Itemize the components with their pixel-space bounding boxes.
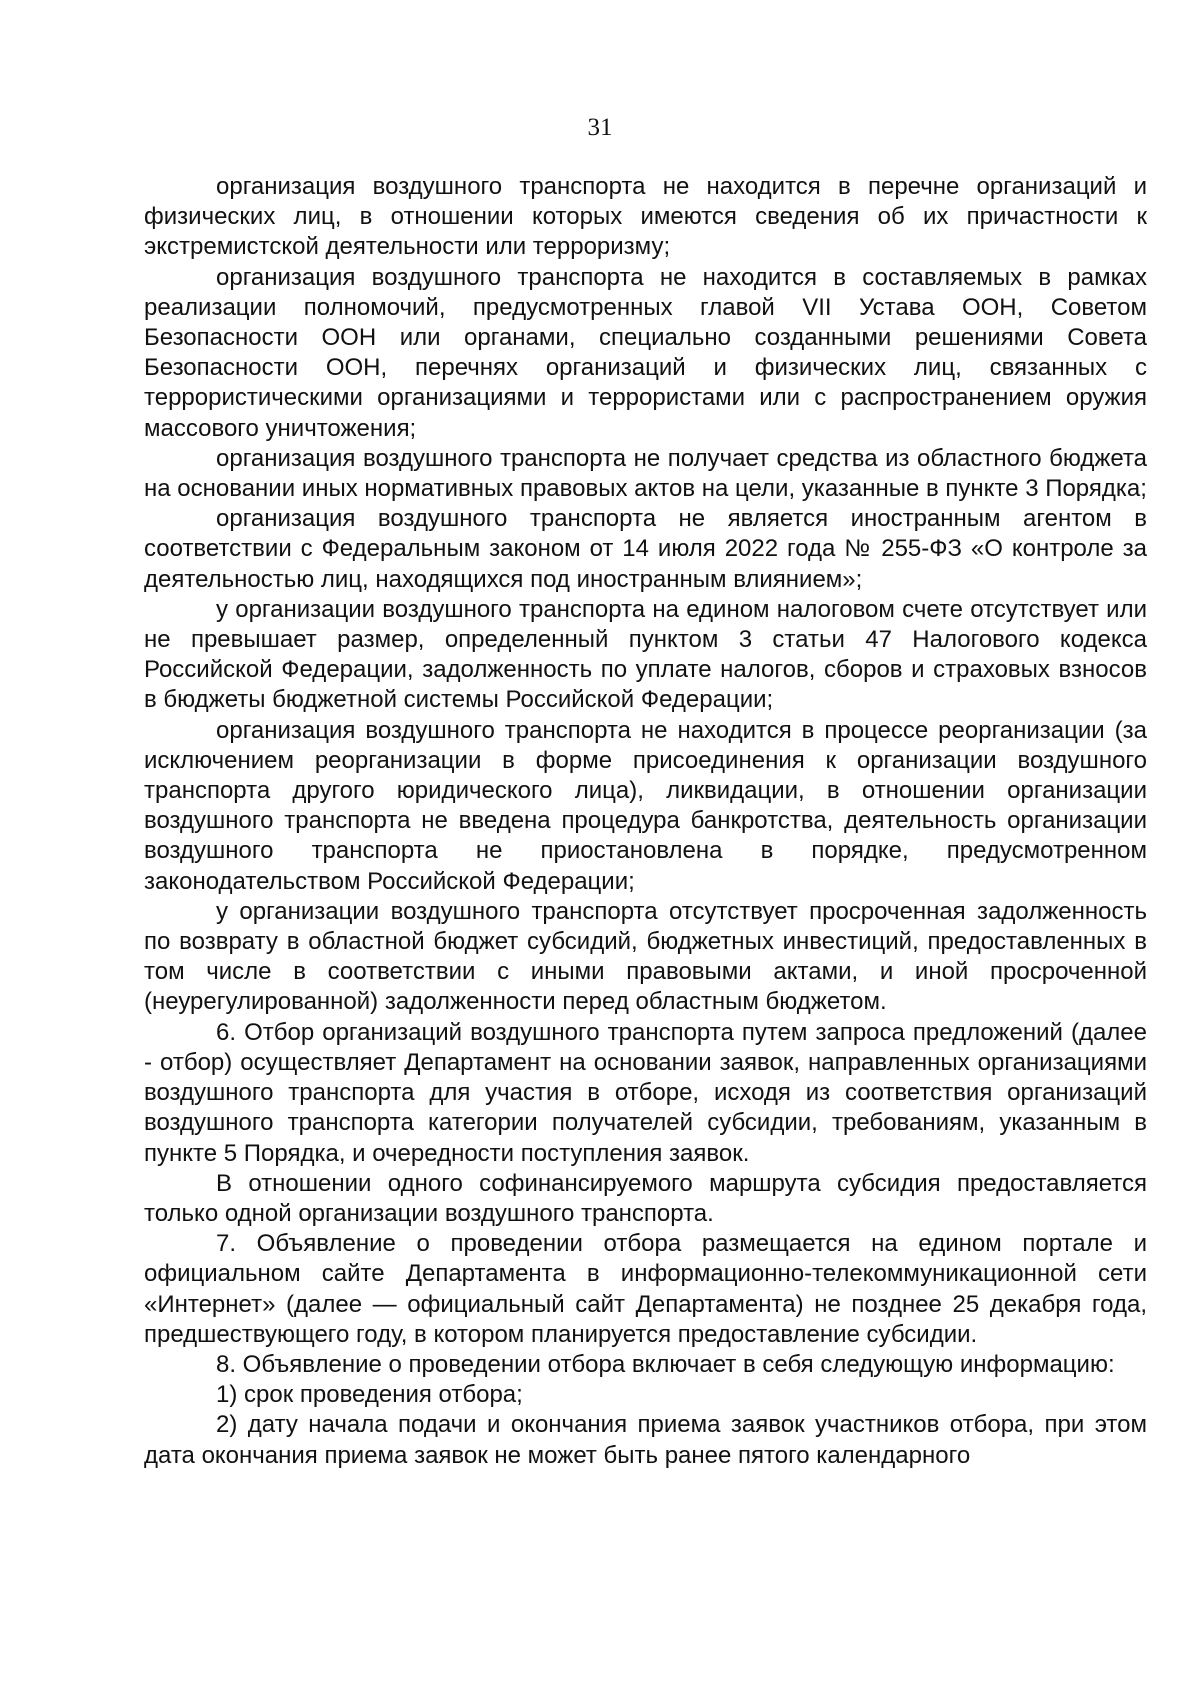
document-body <box>144 172 1147 1471</box>
paragraph-single-route-subsidy: В отношении одного софинансируемого маршрута субсидия предоставляется только одной организации воздушного транспорта. <box>144 1169 1147 1227</box>
page-number: 31 <box>587 114 613 141</box>
paragraph-item-6: 6. Отбор организаций воздушного транспорта путем запроса предложений (далее - отбор) осуществляет Департамент на основании заявок, направленных организациями воздушного транспорта для участия в отборе, исходя из соответствия организаций воздушного транспорта категории получателей субсидии, требованиям, указанным в пункте 5 Порядка, и очередности поступления заявок. <box>144 1018 1147 1167</box>
paragraph-requirement-overdue-debt: у организации воздушного транспорта отсутствует просроченная задолженность по возврату в областной бюджет субсидий, бюджетных инвестиций, предоставленных в том числе в соответствии с иными правовыми актами, и иной просроченной (неурегулированной) задолженности перед областным бюджетом. <box>144 897 1147 1016</box>
paragraph-requirement-reorganization: организация воздушного транспорта не находится в процессе реорганизации (за исключением реорганизации в форме присоединения к организации воздушного транспорта другого юридического лица), ликвидации, в отношении организации воздушного транспорта не введена процедура банкротства, деятельность организации воздушного транспорта не приостановлена в порядке, предусмотренном законодательством Российской Федерации; <box>144 716 1147 895</box>
paragraph-item-7: 7. Объявление о проведении отбора размещается на едином портале и официальном сайте Департамента в информационно-телекоммуникационной сети «Интернет» (далее — официальный сайт Департамента) не позднее 25 декабря года, предшествующего году, в котором планируется предоставление субсидии. <box>144 1230 1147 1348</box>
paragraph-requirement-un-lists: организация воздушного транспорта не находится в составляемых в рамках реализации полномочий, предусмотренных главой VII Устава ООН, Советом Безопасности ООН или органами, специально созданными решениями Совета Безопасности ООН, перечнях организаций и физических лиц, связанных с террористическими организациями и террористами или с распространением оружия массового уничтожения; <box>144 263 1147 442</box>
paragraph-requirement-regional-budget: организация воздушного транспорта не получает средства из областного бюджета на основании иных нормативных правовых актов на цели, указанные в пункте 3 Порядка; <box>144 444 1147 503</box>
paragraph-requirement-foreign-agent: организация воздушного транспорта не является иностранным агентом в соответствии с Федеральным законом от 14 июля 2022 года № 255-ФЗ «О контроле за деятельностью лиц, находящихся под иностранным влиянием»; <box>144 505 1147 593</box>
paragraph-requirement-extremism: организация воздушного транспорта не находится в перечне организаций и физических лиц, в отношении которых имеются сведения об их причастности к экстремистской деятельности или терроризму; <box>144 173 1147 261</box>
paragraph-requirement-tax-debt: у организации воздушного транспорта на едином налоговом счете отсутствует или не превышает размер, определенный пунктом 3 статьи 47 Налогового кодекса Российской Федерации, задолженность по уплате налогов, сборов и страховых взносов в бюджеты бюджетной системы Российской Федерации; <box>144 595 1147 714</box>
paragraph-subitem-2: 2) дату начала подачи и окончания приема заявок участников отбора, при этом дата окончания приема заявок не может быть ранее пятого календарного <box>144 1411 1147 1469</box>
paragraph-item-8: 8. Объявление о проведении отбора включает в себя следующую информацию: <box>216 1350 1115 1378</box>
paragraph-subitem-1: 1) срок проведения отбора; <box>216 1381 523 1409</box>
